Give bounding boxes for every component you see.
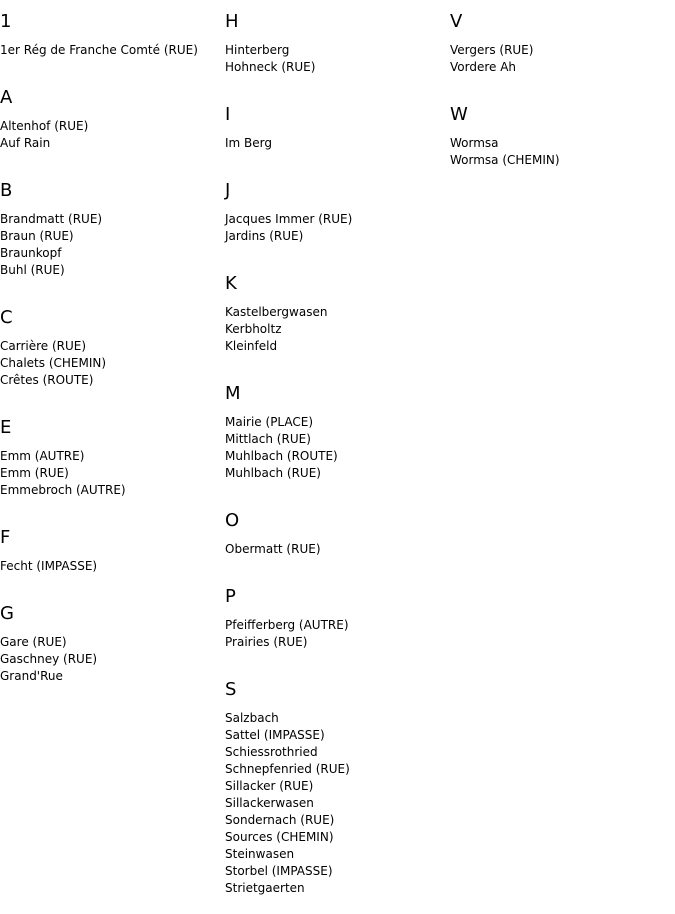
street-list	[450, 42, 675, 76]
street-name: Storbel (IMPASSE)	[225, 864, 333, 878]
street-name: Chalets (CHEMIN)	[0, 356, 107, 370]
letter-group	[225, 499, 450, 558]
letter-heading: P	[225, 586, 236, 607]
street-name: 1er Rég de Franche Comté (RUE)	[0, 43, 198, 57]
letter-heading: 1	[0, 11, 12, 32]
street-list	[0, 42, 225, 59]
letter-heading: A	[0, 87, 13, 108]
street-list	[225, 211, 450, 245]
street-list	[225, 42, 450, 76]
letter-group	[0, 592, 225, 685]
street-name: Jardins (RUE)	[225, 229, 304, 243]
street-name: Wormsa (CHEMIN)	[450, 153, 560, 167]
street-name: Gaschney (RUE)	[0, 652, 98, 666]
street-name: Emm (RUE)	[0, 466, 69, 480]
street-list	[450, 135, 675, 169]
street-index-column-2	[225, 0, 450, 914]
street-name: Wormsa	[450, 136, 499, 150]
letter-group	[0, 406, 225, 499]
letter-group	[0, 76, 225, 152]
letter-group	[450, 93, 675, 169]
street-name: Sillackerwasen	[225, 796, 314, 810]
letter-heading: I	[225, 104, 231, 125]
letter-heading: G	[0, 603, 14, 624]
street-name: Steinwasen	[225, 847, 295, 861]
street-name: Sources (CHEMIN)	[225, 830, 334, 844]
street-name: Grand'Rue	[0, 669, 63, 683]
letter-group	[225, 262, 450, 355]
letter-group	[0, 516, 225, 575]
letter-heading: V	[450, 11, 463, 32]
street-name: Sondernach (RUE)	[225, 813, 335, 827]
letter-group	[225, 93, 450, 152]
letter-group	[225, 169, 450, 245]
street-list	[225, 710, 450, 897]
street-name: Gare (RUE)	[0, 635, 67, 649]
street-name: Salzbach	[225, 711, 279, 725]
letter-group	[450, 0, 675, 76]
street-name: Brandmatt (RUE)	[0, 212, 103, 226]
street-name: Schnepfenried (RUE)	[225, 762, 350, 776]
street-list	[0, 211, 225, 279]
street-name: Kerbholtz	[225, 322, 282, 336]
street-name: Muhlbach (ROUTE)	[225, 449, 338, 463]
letter-heading: B	[0, 180, 13, 201]
letter-heading: M	[225, 383, 241, 404]
letter-group	[0, 0, 225, 59]
street-list	[0, 118, 225, 152]
street-name: Kastelbergwasen	[225, 305, 328, 319]
street-name: Crêtes (ROUTE)	[0, 373, 94, 387]
street-name: Fecht (IMPASSE)	[0, 559, 98, 573]
street-name: Jacques Immer (RUE)	[225, 212, 353, 226]
street-name: Pfeifferberg (AUTRE)	[225, 618, 349, 632]
street-list	[225, 541, 450, 558]
street-name: Hinterberg	[225, 43, 290, 57]
letter-heading: K	[225, 273, 237, 294]
letter-heading: C	[0, 307, 13, 328]
letter-group	[225, 372, 450, 482]
street-list	[225, 414, 450, 482]
street-name: Mittlach (RUE)	[225, 432, 311, 446]
street-name: Vordere Ah	[450, 60, 517, 74]
letter-group	[0, 169, 225, 279]
street-name: Altenhof (RUE)	[0, 119, 89, 133]
street-index-column-3	[450, 0, 675, 186]
letter-group	[225, 668, 450, 897]
street-list	[0, 558, 225, 575]
street-list	[225, 304, 450, 355]
letter-heading: F	[0, 527, 11, 548]
letter-heading: H	[225, 11, 239, 32]
street-name: Braun (RUE)	[0, 229, 74, 243]
street-name: Hohneck (RUE)	[225, 60, 316, 74]
letter-group	[225, 575, 450, 651]
street-name: Strietgaerten	[225, 881, 305, 895]
street-name: Mairie (PLACE)	[225, 415, 314, 429]
street-name: Prairies (RUE)	[225, 635, 308, 649]
street-name: Emm (AUTRE)	[0, 449, 85, 463]
street-name: Sillacker (RUE)	[225, 779, 314, 793]
street-name: Muhlbach (RUE)	[225, 466, 321, 480]
street-index-column-1	[0, 0, 225, 702]
street-list	[225, 135, 450, 152]
letter-heading: J	[225, 180, 231, 201]
letter-group	[225, 0, 450, 76]
street-name: Carrière (RUE)	[0, 339, 87, 353]
street-list	[0, 448, 225, 499]
letter-heading: W	[450, 104, 468, 125]
street-name: Vergers (RUE)	[450, 43, 534, 57]
letter-group	[0, 296, 225, 389]
street-name: Kleinfeld	[225, 339, 278, 353]
street-name: Sattel (IMPASSE)	[225, 728, 325, 742]
street-name: Obermatt (RUE)	[225, 542, 321, 556]
letter-heading: E	[0, 417, 12, 438]
street-list	[0, 338, 225, 389]
letter-heading: O	[225, 510, 240, 531]
street-list	[225, 617, 450, 651]
street-name: Im Berg	[225, 136, 272, 150]
street-name: Auf Rain	[0, 136, 51, 150]
street-name: Braunkopf	[0, 246, 62, 260]
street-list	[0, 634, 225, 685]
street-name: Buhl (RUE)	[0, 263, 65, 277]
street-name: Schiessrothried	[225, 745, 318, 759]
street-name: Emmebroch (AUTRE)	[0, 483, 126, 497]
letter-heading: S	[225, 679, 237, 700]
